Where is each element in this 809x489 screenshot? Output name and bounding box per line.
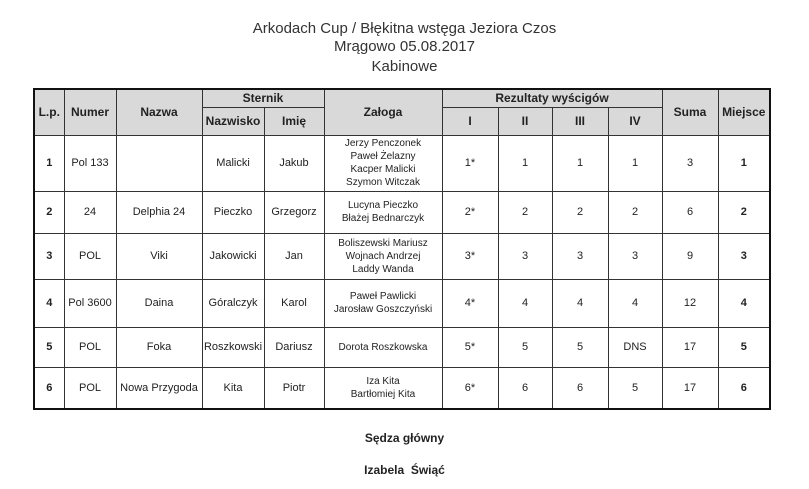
cell-lp: 1 <box>34 135 64 191</box>
cell-race-2: 3 <box>498 233 552 279</box>
cell-imie: Karol <box>264 279 324 327</box>
cell-numer: POL <box>64 233 116 279</box>
col-rezultaty: Rezultaty wyścigów <box>442 89 662 107</box>
cell-miejsce: 1 <box>718 135 770 191</box>
col-numer: Numer <box>64 89 116 135</box>
cell-suma: 17 <box>662 327 718 367</box>
col-race-1: I <box>442 107 498 135</box>
crew-member: Jarosław Goszczyński <box>333 304 433 315</box>
cell-lp: 5 <box>34 327 64 367</box>
cell-miejsce: 2 <box>718 191 770 233</box>
crew-member: Boliszewski Mariusz <box>338 237 428 249</box>
col-race-3: III <box>552 107 608 135</box>
event-date-location: Mrągowo 05.08.2017 <box>334 38 475 55</box>
cell-miejsce: 4 <box>718 279 770 327</box>
cell-imie: Grzegorz <box>264 191 324 233</box>
col-nazwisko: Nazwisko <box>202 107 264 135</box>
cell-race-2: 1 <box>498 135 552 191</box>
cell-race-4: 2 <box>608 191 662 233</box>
cell-numer: 24 <box>64 191 116 233</box>
crew-member: Błażej Bednarczyk <box>341 213 425 224</box>
cell-nazwa: Foka <box>116 327 202 367</box>
cell-numer: POL <box>64 327 116 367</box>
cell-nazwisko: Roszkowski <box>202 327 264 367</box>
cell-race-1: 5* <box>442 327 498 367</box>
cell-imie: Jan <box>264 233 324 279</box>
crew-member: Paweł Pawlicki <box>349 291 417 302</box>
table-row <box>34 191 770 233</box>
col-race-4: IV <box>608 107 662 135</box>
cell-suma: 6 <box>662 191 718 233</box>
cell-race-1: 1* <box>442 135 498 191</box>
crew-member: Lucyna Pieczko <box>347 200 419 211</box>
cell-suma: 17 <box>662 367 718 409</box>
cell-miejsce: 6 <box>718 367 770 409</box>
cell-zaloga <box>324 191 442 233</box>
cell-numer: Pol 3600 <box>64 279 116 327</box>
cell-numer: Pol 133 <box>64 135 116 191</box>
cell-race-2: 5 <box>498 327 552 367</box>
cell-nazwisko: Jakowicki <box>202 233 264 279</box>
cell-nazwa: Delphia 24 <box>116 191 202 233</box>
col-race-2: II <box>498 107 552 135</box>
cell-imie: Piotr <box>264 367 324 409</box>
col-imie: Imię <box>264 107 324 135</box>
crew-member: Iza Kita <box>366 375 400 387</box>
cell-numer: POL <box>64 367 116 409</box>
crew-member: Dorota Roszkowska <box>338 341 428 353</box>
cell-race-3: 2 <box>552 191 608 233</box>
judge-label: Sędza główny <box>364 431 445 445</box>
crew-member: Bartłomiej Kita <box>350 388 416 400</box>
table-row <box>34 327 770 367</box>
crew-member: Wojnach Andrzej <box>345 250 421 262</box>
cell-race-1: 2* <box>442 191 498 233</box>
crew-member: Paweł Żelazny <box>350 151 416 162</box>
col-suma: Suma <box>662 89 718 135</box>
col-zaloga: Załoga <box>324 89 442 135</box>
cell-race-4: DNS <box>608 327 662 367</box>
cell-nazwa <box>116 135 202 191</box>
cell-nazwisko: Pieczko <box>202 191 264 233</box>
cell-race-2: 6 <box>498 367 552 409</box>
cell-lp: 2 <box>34 191 64 233</box>
cell-suma: 3 <box>662 135 718 191</box>
cell-race-4: 3 <box>608 233 662 279</box>
cell-race-1: 4* <box>442 279 498 327</box>
cell-zaloga <box>324 279 442 327</box>
table-row <box>34 367 770 409</box>
cell-nazwisko: Kita <box>202 367 264 409</box>
cell-lp: 6 <box>34 367 64 409</box>
judge-name: Izabela Świąć <box>364 463 445 477</box>
cell-imie: Dariusz <box>264 327 324 367</box>
cell-race-2: 2 <box>498 191 552 233</box>
cell-miejsce: 3 <box>718 233 770 279</box>
col-lp: L.p. <box>34 89 64 135</box>
cell-lp: 3 <box>34 233 64 279</box>
cell-race-4: 1 <box>608 135 662 191</box>
cell-nazwa: Nowa Przygoda <box>116 367 202 409</box>
cell-imie: Jakub <box>264 135 324 191</box>
col-nazwa: Nazwa <box>116 89 202 135</box>
cell-zaloga <box>324 135 442 191</box>
cell-race-1: 3* <box>442 233 498 279</box>
cell-race-3: 4 <box>552 279 608 327</box>
cell-suma: 12 <box>662 279 718 327</box>
crew-member: Jerzy Penczonek <box>344 138 422 149</box>
cell-suma: 9 <box>662 233 718 279</box>
cell-zaloga <box>324 327 442 367</box>
event-title: Arkodach Cup / Błękitna wstęga Jeziora Czos <box>252 20 557 37</box>
cell-nazwisko: Malicki <box>202 135 264 191</box>
cell-race-4: 4 <box>608 279 662 327</box>
crew-member: Kacper Malicki <box>350 164 416 175</box>
cell-race-1: 6* <box>442 367 498 409</box>
class-title: Kabinowe <box>371 58 438 75</box>
results-table <box>33 88 771 410</box>
cell-zaloga <box>324 233 442 279</box>
col-miejsce: Miejsce <box>718 89 770 135</box>
cell-nazwa: Viki <box>116 233 202 279</box>
cell-race-2: 4 <box>498 279 552 327</box>
cell-race-3: 5 <box>552 327 608 367</box>
crew-member: Laddy Wanda <box>352 263 414 275</box>
cell-race-3: 3 <box>552 233 608 279</box>
cell-race-3: 6 <box>552 367 608 409</box>
table-row <box>34 279 770 327</box>
col-sternik: Sternik <box>202 89 324 107</box>
cell-nazwisko: Góralczyk <box>202 279 264 327</box>
crew-member: Szymon Witczak <box>346 177 420 188</box>
cell-race-3: 1 <box>552 135 608 191</box>
table-row <box>34 233 770 279</box>
cell-race-4: 5 <box>608 367 662 409</box>
cell-zaloga <box>324 367 442 409</box>
table-row <box>34 135 770 191</box>
cell-lp: 4 <box>34 279 64 327</box>
cell-nazwa: Daina <box>116 279 202 327</box>
cell-miejsce: 5 <box>718 327 770 367</box>
